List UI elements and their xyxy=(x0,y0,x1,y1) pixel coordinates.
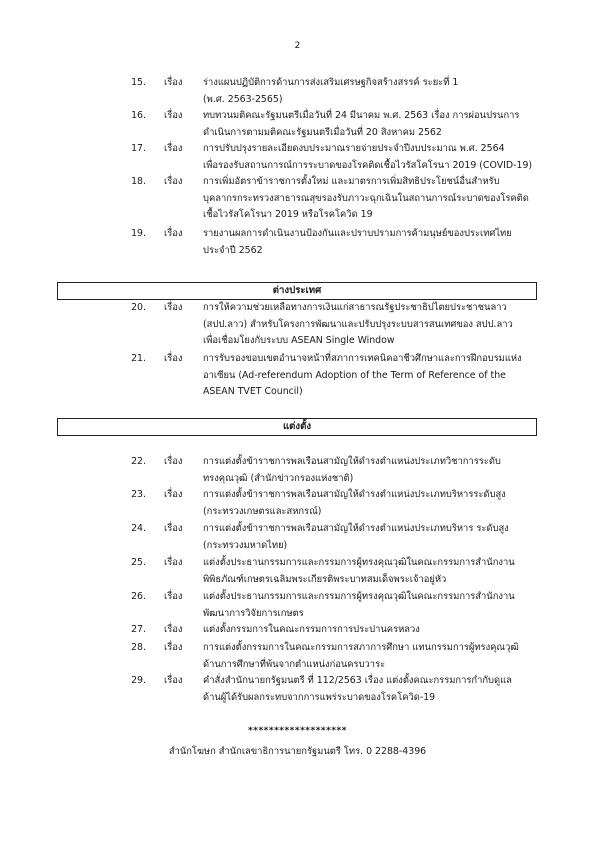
item-subject-label: เรื่อง xyxy=(164,489,183,500)
item-subject-label: เรื่อง xyxy=(164,523,183,534)
item-title-line: การรับรองขอบเขตอำนาจหน้าที่สภาการเทคนิคอาชีวศึกษาและการฝึกอบรมแห่ง xyxy=(203,353,522,364)
item-title xyxy=(203,487,538,520)
item-number: 22. xyxy=(131,456,146,467)
item-title-line: การแต่งตั้งข้าราชการพลเรือนสามัญให้ดำรงตำแหน่งประเภทบริหาร ระดับสูง xyxy=(203,523,509,534)
item-number: 15. xyxy=(131,77,146,88)
item-title xyxy=(203,141,538,174)
item-title-line: บุคลากรกระทรวงสาธารณสุขรองรับภาวะฉุกเฉินในสถานการณ์ระบาดของโรคติด xyxy=(203,192,529,204)
item-number: 24. xyxy=(131,523,146,534)
item-title-line: การแต่งตั้งข้าราชการพลเรือนสามัญให้ดำรงตำแหน่งประเภทบริหารระดับสูง xyxy=(203,489,506,500)
section-header-foreign: ต่างประเทศ xyxy=(57,282,537,300)
item-title-line: พิพิธภัณฑ์เกษตรเฉลิมพระเกียรติพระบาทสมเด็จพระเจ้าอยู่หัว xyxy=(203,573,447,585)
item-subject-label: เรื่อง xyxy=(164,624,183,635)
item-title-line: (สปป.ลาว) สำหรับโครงการพัฒนาและปรับปรุงระบบสารสนเทศของ สปป.ลาว xyxy=(203,318,513,330)
item-subject-label: เรื่อง xyxy=(164,228,183,239)
item-title xyxy=(203,673,538,706)
item-title xyxy=(203,622,538,639)
item-number: 16. xyxy=(131,110,146,121)
item-title-line: คำสั่งสำนักนายกรัฐมนตรี ที่ 112/2563 เรื่อง แต่งตั้งคณะกรรมการกำกับดูแล xyxy=(203,675,512,686)
item-subject-label: เรื่อง xyxy=(164,302,183,313)
item-title-line: ทบทวนมติคณะรัฐมนตรีเมื่อวันที่ 24 มีนาคม พ.ศ. 2563 เรื่อง การผ่อนปรนการ xyxy=(203,110,520,121)
item-title-line: แต่งตั้งประธานกรรมการและกรรมการผู้ทรงคุณวุฒิในคณะกรรมการสำนักงาน xyxy=(203,591,515,602)
item-title xyxy=(203,108,538,141)
item-title-line: เพื่อรองรับสถานการณ์การระบาดของโรคติดเชื้อไวรัสโคโรนา 2019 (COVID-19) xyxy=(203,159,533,171)
item-title-line: แต่งตั้งประธานกรรมการและกรรมการผู้ทรงคุณวุฒิในคณะกรรมการสำนักงาน xyxy=(203,557,515,568)
item-number: 29. xyxy=(131,675,146,686)
item-number: 25. xyxy=(131,557,146,568)
item-subject-label: เรื่อง xyxy=(164,353,183,364)
item-title xyxy=(203,351,538,401)
item-number: 26. xyxy=(131,591,146,602)
item-number: 28. xyxy=(131,642,146,653)
item-number: 21. xyxy=(131,353,146,364)
item-number: 23. xyxy=(131,489,146,500)
item-title-line: ด้านการศึกษาที่พ้นจากตำแหน่งก่อนครบวาระ xyxy=(203,658,386,670)
item-number: 27. xyxy=(131,624,146,635)
item-title xyxy=(203,75,538,108)
item-subject-label: เรื่อง xyxy=(164,675,183,686)
item-title-line: ด้านผู้ได้รับผลกระทบจากการแพร่ระบาดของโรคโควิด-19 xyxy=(203,691,436,703)
item-title xyxy=(203,300,538,350)
item-title-line: รายงานผลการดำเนินงานป้องกันและปราบปรามการค้ามนุษย์ของประเทศไทย xyxy=(203,228,512,239)
item-subject-label: เรื่อง xyxy=(164,456,183,467)
item-title xyxy=(203,640,538,673)
item-title xyxy=(203,555,538,588)
section-header-appointment: แต่งตั้ง xyxy=(57,418,537,436)
item-title xyxy=(203,521,538,554)
item-title xyxy=(203,454,538,487)
item-title-line: เชื้อไวรัสโคโรนา 2019 หรือโรคโควิด 19 xyxy=(203,209,373,220)
item-subject-label: เรื่อง xyxy=(164,143,183,154)
item-title-line: (กระทรวงมหาดไทย) xyxy=(203,539,288,551)
item-title xyxy=(203,174,538,224)
item-subject-label: เรื่อง xyxy=(164,642,183,653)
item-title-line: ดำเนินการตามมติคณะรัฐมนตรีเมื่อวันที่ 20 สิงหาคม 2562 xyxy=(203,126,442,138)
item-title xyxy=(203,589,538,622)
item-subject-label: เรื่อง xyxy=(164,77,183,88)
page-number: 2 xyxy=(294,41,301,51)
item-number: 19. xyxy=(131,228,146,239)
item-title-line: อาเซียน (Ad-referendum Adoption of the Term of Reference of the xyxy=(203,369,506,381)
item-subject-label: เรื่อง xyxy=(164,110,183,121)
item-title-line: ประจำปี 2562 xyxy=(203,244,263,256)
item-title-line: พัฒนาการวิจัยการเกษตร xyxy=(203,607,304,619)
item-subject-label: เรื่อง xyxy=(164,176,183,187)
item-title-line: ASEAN TVET Council) xyxy=(203,386,303,397)
item-number: 18. xyxy=(131,176,146,187)
item-title-line: เพื่อเชื่อมโยงกับระบบ ASEAN Single Window xyxy=(203,335,395,346)
item-title-line: การเพิ่มอัตราข้าราชการตั้งใหม่ และมาตรการเพิ่มสิทธิประโยชน์อื่นสำหรับ xyxy=(203,176,500,187)
separator-stars: ******************* xyxy=(248,726,347,736)
footer-contact: สำนักโฆษก สำนักเลขาธิการนายกรัฐมนตรี โทร. 0 2288-4396 xyxy=(168,746,427,757)
item-title-line: การแต่งตั้งข้าราชการพลเรือนสามัญให้ดำรงตำแหน่งประเภทวิชาการระดับ xyxy=(203,456,501,467)
item-title-line: ร่างแผนปฏิบัติการด้านการส่งเสริมเศรษฐกิจสร้างสรรค์ ระยะที่ 1 xyxy=(203,77,459,88)
item-title-line: การปรับปรุงรายละเอียดงบประมาณรายจ่ายประจำปีงบประมาณ พ.ศ. 2564 xyxy=(203,143,505,154)
item-title-line: ทรงคุณวุฒิ (สำนักข่าวกรองแห่งชาติ) xyxy=(203,472,354,484)
item-title-line: แต่งตั้งกรรมการในคณะกรรมการการประปานครหลวง xyxy=(203,624,420,635)
item-subject-label: เรื่อง xyxy=(164,591,183,602)
item-title-line: (พ.ศ. 2563-2565) xyxy=(203,93,283,105)
item-subject-label: เรื่อง xyxy=(164,557,183,568)
item-number: 17. xyxy=(131,143,146,154)
item-title-line: การให้ความช่วยเหลือทางการเงินแก่สาธารณรัฐประชาธิปไตยประชาชนลาว xyxy=(203,302,507,313)
item-title xyxy=(203,226,538,259)
item-title-line: การแต่งตั้งกรรมการในคณะกรรมการสภาการศึกษา แทนกรรมการผู้ทรงคุณวุฒิ xyxy=(203,642,519,653)
item-number: 20. xyxy=(131,302,146,313)
item-title-line: (กระทรวงเกษตรและสหกรณ์) xyxy=(203,505,322,517)
